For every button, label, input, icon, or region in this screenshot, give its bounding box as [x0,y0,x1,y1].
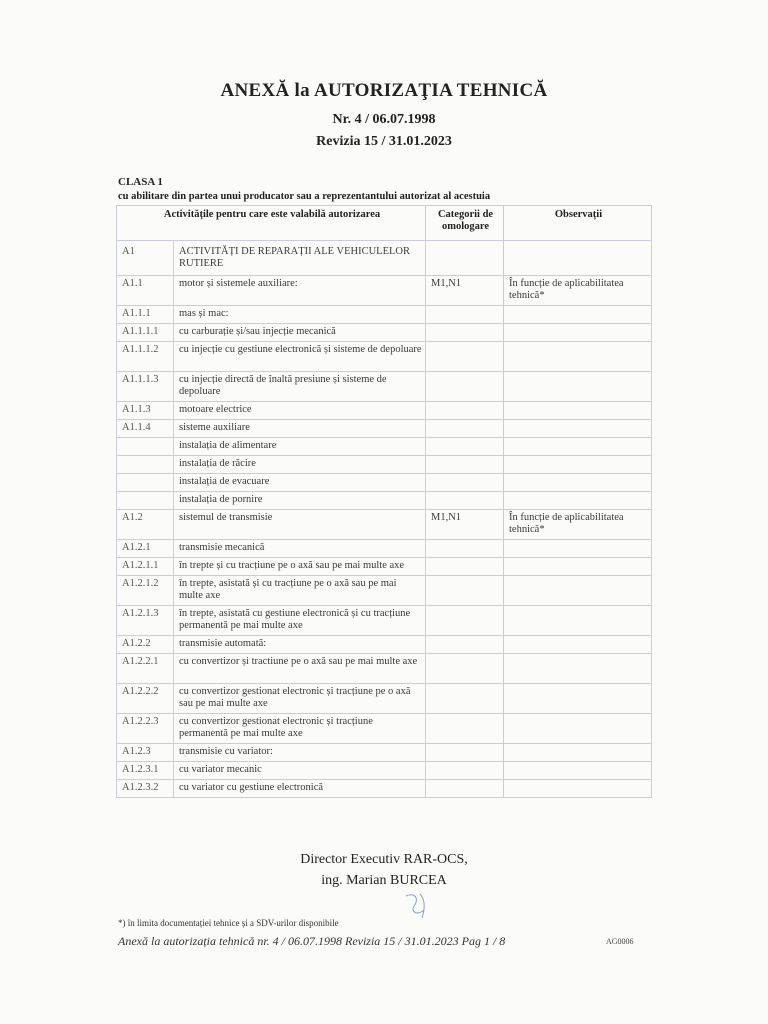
table-row [117,402,652,420]
row-code: A1.2 [117,510,174,540]
row-activity: cu variator cu gestiune electronică [174,780,426,798]
row-observations [504,241,652,276]
header-categories: Categorii de omologare [426,206,504,241]
row-activity: cu injecție directă de înaltă presiune și sisteme de depoluare [174,372,426,402]
row-category [426,762,504,780]
table-row [117,576,652,606]
row-code: A1.2.1.2 [117,576,174,606]
row-observations [504,402,652,420]
table-row [117,654,652,684]
row-activity: instalația de evacuare [174,474,426,492]
row-code: A1.2.2 [117,636,174,654]
row-observations [504,438,652,456]
row-category [426,780,504,798]
table-row [117,324,652,342]
table-row [117,456,652,474]
row-category [426,714,504,744]
row-code: A1.1 [117,276,174,306]
row-code: A1.2.2.2 [117,684,174,714]
row-code [117,456,174,474]
document-title: ANEXĂ la AUTORIZAŢIA TEHNICĂ [220,80,548,101]
row-activity: ACTIVITĂȚI DE REPARAȚII ALE VEHICULELOR RUTIERE [174,241,426,276]
row-category [426,306,504,324]
table-row [117,241,652,276]
row-observations [504,780,652,798]
row-activity: cu convertizor și tractiune pe o axă sau pe mai multe axe [174,654,426,684]
row-code: A1.2.3.2 [117,780,174,798]
row-code: A1.2.1 [117,540,174,558]
row-observations [504,420,652,438]
row-activity: cu carburație și/sau injecție mecanică [174,324,426,342]
row-category [426,636,504,654]
row-code: A1.2.2.3 [117,714,174,744]
row-activity: transmisie mecanică [174,540,426,558]
row-observations [504,714,652,744]
row-activity: cu convertizor gestionat electronic și tracțiune permanentă pe mai multe axe [174,714,426,744]
row-observations [504,744,652,762]
table-row [117,636,652,654]
authorization-number: Nr. 4 / 06.07.1998 [332,112,436,127]
row-activity: cu convertizor gestionat electronic și tracțiune pe o axă sau pe mai multe axe [174,684,426,714]
table-row [117,306,652,324]
row-activity: motor și sistemele auxiliare: [174,276,426,306]
row-observations [504,636,652,654]
row-code: A1.1.4 [117,420,174,438]
row-category [426,324,504,342]
row-code [117,492,174,510]
header-activities: Activitățile pentru care este valabilă autorizarea [117,206,426,241]
table-row [117,540,652,558]
activities-table [116,205,652,798]
row-activity: în trepte, asistată și cu tracțiune pe o axă sau pe mai multe axe [174,576,426,606]
signature-scribble [400,888,436,924]
row-category [426,684,504,714]
signature-name: ing. Marian BURCEA [321,873,447,888]
row-code: A1.1.1.3 [117,372,174,402]
row-code: A1 [117,241,174,276]
row-activity: mas și mac: [174,306,426,324]
row-observations [504,324,652,342]
row-activity: instalația de răcire [174,456,426,474]
row-observations [504,342,652,372]
row-code [117,438,174,456]
row-code: A1.2.1.3 [117,606,174,636]
row-code: A1.2.2.1 [117,654,174,684]
table-row [117,438,652,456]
row-observations: În funcție de aplicabilitatea tehnică* [504,510,652,540]
row-activity: transmisie automată: [174,636,426,654]
table-row [117,744,652,762]
row-category [426,420,504,438]
row-observations [504,606,652,636]
row-observations [504,306,652,324]
table-row [117,492,652,510]
row-observations [504,654,652,684]
table-row [117,510,652,540]
table-row [117,372,652,402]
row-observations [504,456,652,474]
row-code [117,474,174,492]
page-footer: Anexă la autorizația tehnică nr. 4 / 06.07.1998 Revizia 15 / 31.01.2023 Pag 1 / 8 [118,934,506,948]
row-activity: cu variator mecanic [174,762,426,780]
row-category [426,241,504,276]
revision-line: Revizia 15 / 31.01.2023 [316,134,452,149]
row-observations [504,762,652,780]
row-category: M1,N1 [426,510,504,540]
row-activity: transmisie cu variator: [174,744,426,762]
table-row [117,714,652,744]
row-category [426,402,504,420]
row-observations [504,492,652,510]
row-category [426,372,504,402]
row-activity: sistemul de transmisie [174,510,426,540]
row-code: A1.2.3.1 [117,762,174,780]
row-category [426,438,504,456]
table-header-row [117,206,652,241]
row-category [426,456,504,474]
table-row [117,684,652,714]
row-code: A1.1.1.2 [117,342,174,372]
row-code: A1.1.3 [117,402,174,420]
row-code: A1.1.1 [117,306,174,324]
table-row [117,762,652,780]
row-code: A1.2.3 [117,744,174,762]
table-row [117,558,652,576]
row-observations [504,372,652,402]
row-code: A1.2.1.1 [117,558,174,576]
row-category [426,576,504,606]
signature-role: Director Executiv RAR-OCS, [300,852,468,867]
row-category [426,654,504,684]
row-activity: în trepte și cu tracțiune pe o axă sau pe mai multe axe [174,558,426,576]
row-category [426,474,504,492]
row-activity: în trepte, asistată cu gestiune electronică și cu tracțiune permanentă pe mai multe axe [174,606,426,636]
row-category [426,606,504,636]
table-row [117,420,652,438]
row-category [426,342,504,372]
row-category: M1,N1 [426,276,504,306]
class-description: cu abilitare din partea unui producator sau a reprezentantului autorizat al acestuia [118,191,491,202]
row-observations [504,576,652,606]
table-row [117,474,652,492]
row-observations [504,474,652,492]
row-activity: cu injecție cu gestiune electronică și sisteme de depoluare [174,342,426,372]
row-activity: instalația de pornire [174,492,426,510]
header-observations: Observații [504,206,652,241]
row-category [426,744,504,762]
row-observations [504,540,652,558]
row-code: A1.1.1.1 [117,324,174,342]
row-category [426,492,504,510]
table-row [117,276,652,306]
footnote: *) în limita documentației tehnice și a SDV-urilor disponibile [118,918,339,928]
table-row [117,342,652,372]
class-label: CLASA 1 [118,176,163,188]
row-category [426,540,504,558]
row-observations: În funcție de aplicabilitatea tehnică* [504,276,652,306]
form-code: AG0006 [606,937,634,946]
table-row [117,780,652,798]
row-activity: instalația de alimentare [174,438,426,456]
row-observations [504,558,652,576]
row-category [426,558,504,576]
row-observations [504,684,652,714]
table-row [117,606,652,636]
row-activity: motoare electrice [174,402,426,420]
row-activity: sisteme auxiliare [174,420,426,438]
